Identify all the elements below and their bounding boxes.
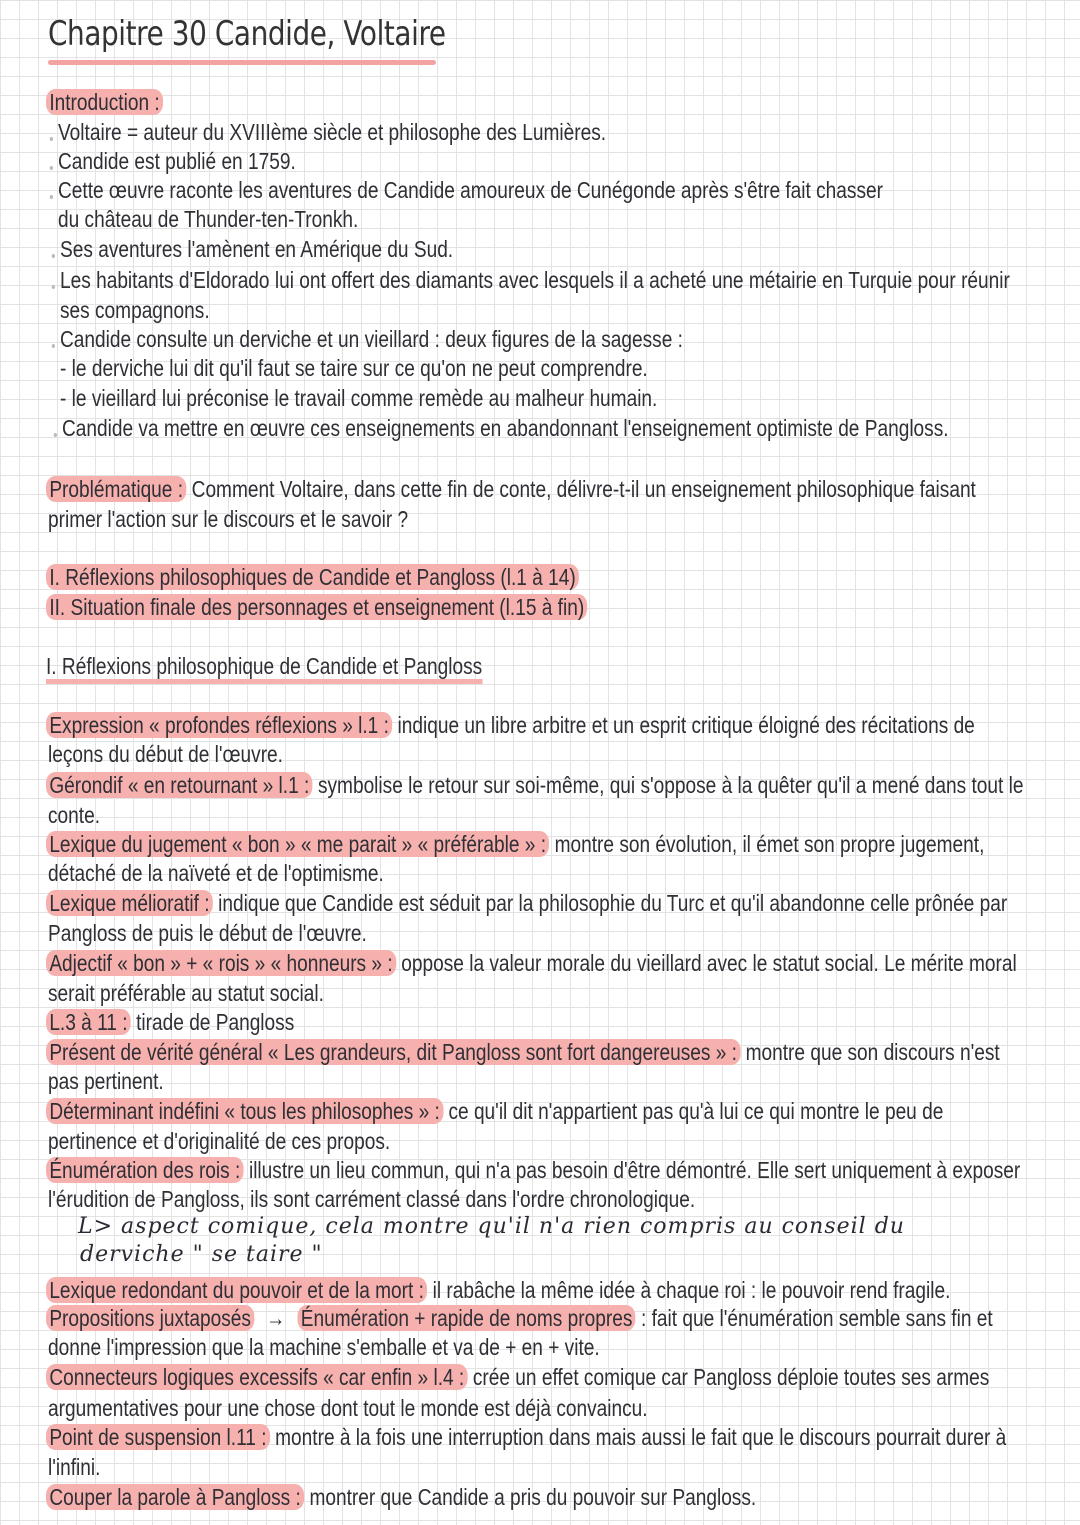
problematique-line: primer l'action sur le discours et le savoir ? [48, 506, 409, 532]
intro-line: Les habitants d'Eldorado lui ont offert des diamants avec lesquels il a acheté une métairie en Turquie pour réunir [60, 267, 1010, 293]
plan-item: I. Réflexions philosophiques de Candide et Pangloss (l.1 à 14) [46, 563, 579, 591]
analysis-cont: l'érudition de Pangloss, ils sont carrément classé dans l'ordre chronologique. [48, 1186, 696, 1212]
analysis-cont: détaché de la naïveté et de l'optimisme. [48, 860, 384, 886]
analysis-cont: argumentatives pour une chose dont tout le monde est déjà convaincu. [48, 1395, 648, 1421]
plan-item: II. Situation finale des personnages et enseignement (l.15 à fin) [46, 593, 587, 621]
handwritten-note-line: L> aspect comique, cela montre qu'il n'a rien compris au conseil du [78, 1214, 905, 1239]
analysis-item: Expression « profondes réflexions » l.1 : indique un libre arbitre et un esprit critique éloigné des récitations de [46, 711, 975, 739]
analysis-cont: serait préférable au statut social. [48, 980, 324, 1006]
intro-line: - le vieillard lui préconise le travail comme remède au malheur humain. [60, 385, 658, 411]
title-underline [48, 60, 436, 65]
intro-line: Candide va mettre en œuvre ces enseignements en abandonnant l'enseignement optimiste de Pangloss. [62, 415, 949, 441]
analysis-cont: Pangloss de puis le début de l'œuvre. [48, 920, 367, 946]
analysis-cont: conte. [48, 802, 101, 828]
intro-line: ses compagnons. [60, 297, 210, 323]
intro-heading: Introduction : [46, 88, 163, 116]
problematique-line: Problématique : Comment Voltaire, dans cette fin de conte, délivre-t-il un enseignement philosophique faisant [46, 475, 976, 503]
section-heading: I. Réflexions philosophique de Candide et Pangloss [46, 652, 482, 680]
analysis-cont: l'infini. [48, 1454, 101, 1480]
analysis-item: Énumération des rois : illustre un lieu commun, qui n'a pas besoin d'être démontré. Elle sert uniquement à exposer [46, 1156, 1020, 1184]
analysis-item: Lexique du jugement « bon » « me parait » « préférable » : montre son évolution, il émet son propre jugement, [46, 830, 984, 858]
intro-line: Ses aventures l'amènent en Amérique du Sud. [60, 236, 454, 262]
analysis-cont: donne l'impression que la machine s'emballe et va de + en + vite. [48, 1334, 600, 1360]
intro-line: - le derviche lui dit qu'il faut se taire sur ce qu'on ne peut comprendre. [60, 355, 648, 381]
analysis-item: Adjectif « bon » + « rois » « honneurs » : oppose la valeur morale du vieillard avec le statut social. Le mérite moral [46, 949, 1017, 977]
analysis-item: Propositions juxtaposés → Énumération + rapide de noms propres : fait que l'énumération semble sans fin et [46, 1304, 993, 1332]
analysis-item: Gérondif « en retournant » l.1 : symbolise le retour sur soi-même, qui s'oppose à la quêter qu'il a mené dans tout le [46, 771, 1023, 799]
analysis-item: L.3 à 11 : tirade de Pangloss [46, 1008, 294, 1036]
arrow-icon: → [266, 1305, 286, 1331]
analysis-item: Présent de vérité général « Les grandeurs, dit Pangloss sont fort dangereuses » : montre que son discours n'est [46, 1038, 1000, 1066]
analysis-cont: pas pertinent. [48, 1068, 164, 1094]
analysis-cont: pertinence et d'originalité de ces propos. [48, 1128, 391, 1154]
intro-line: Candide est publié en 1759. [58, 148, 296, 174]
analysis-item: Connecteurs logiques excessifs « car enfin » l.4 : crée un effet comique car Pangloss déploie toutes ses armes [46, 1363, 989, 1391]
intro-line: Voltaire = auteur du XVIIIème siècle et philosophe des Lumières. [58, 119, 607, 145]
intro-line: Cette œuvre raconte les aventures de Candide amoureux de Cunégonde après s'être fait chasser [58, 177, 883, 203]
analysis-item: Couper la parole à Pangloss : montrer que Candide a pris du pouvoir sur Pangloss. [46, 1483, 756, 1511]
analysis-item: Lexique mélioratif : indique que Candide est séduit par la philosophie du Turc et qu'il abandonne celle prônée par [46, 889, 1007, 917]
intro-line: du château de Thunder-ten-Tronkh. [58, 206, 359, 232]
page-title: Chapitre 30 Candide, Voltaire [48, 14, 446, 54]
analysis-item: Point de suspension l.11 : montre à la fois une interruption dans mais aussi le fait que le discours pourrait durer à [46, 1423, 1006, 1451]
problematique-label: Problématique : [46, 476, 186, 502]
analysis-cont: leçons du début de l'œuvre. [48, 741, 283, 767]
analysis-item: Lexique redondant du pouvoir et de la mort : il rabâche la même idée à chaque roi : le pouvoir rend fragile. [46, 1276, 950, 1304]
handwritten-note-line: derviche " se taire " [80, 1242, 323, 1267]
intro-line: Candide consulte un derviche et un vieillard : deux figures de la sagesse : [60, 326, 683, 352]
analysis-item: Déterminant indéfini « tous les philosophes » : ce qu'il dit n'appartient pas qu'à lui ce qui montre le peu de [46, 1097, 943, 1125]
